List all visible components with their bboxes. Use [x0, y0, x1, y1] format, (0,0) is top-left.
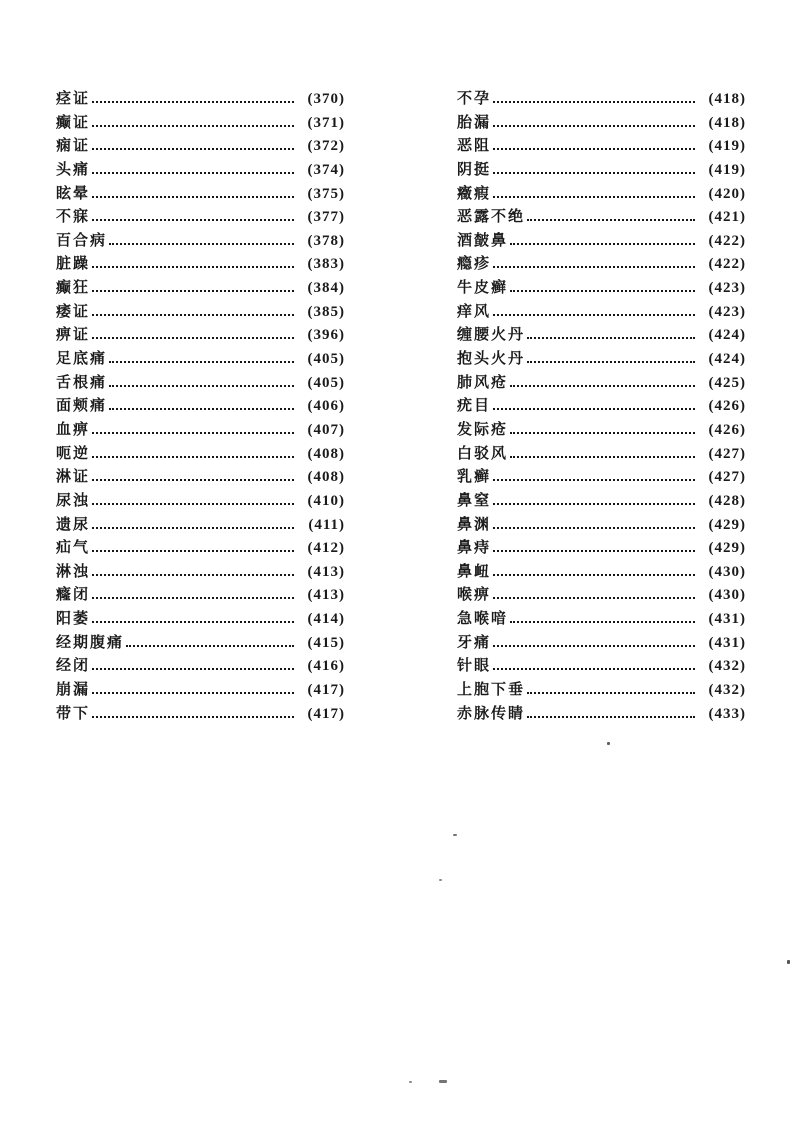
- toc-entry: [457, 372, 746, 396]
- entry-page-number: (408): [307, 445, 345, 462]
- entry-page-number: (424): [708, 327, 746, 344]
- entry-title: 鼻衄: [457, 563, 492, 580]
- entry-title: 阴挺: [457, 161, 492, 178]
- entry-page-number: (429): [708, 540, 746, 557]
- dot-leader: [92, 596, 294, 599]
- entry-title: 疣目: [457, 398, 492, 415]
- toc-entry: [56, 655, 345, 679]
- entry-page-number: (433): [708, 705, 746, 722]
- dot-leader: [493, 195, 695, 198]
- entry-page-number: (396): [307, 327, 345, 344]
- toc-entry: [457, 514, 746, 538]
- toc-column-left: [56, 88, 345, 726]
- dot-leader: [493, 526, 695, 529]
- toc-entry: [457, 443, 746, 467]
- entry-title: 赤脉传睛: [457, 705, 526, 722]
- toc-entry: [56, 584, 345, 608]
- entry-page-number: (384): [307, 280, 345, 297]
- entry-page-number: (414): [307, 611, 345, 628]
- entry-title: 瘾疹: [457, 256, 492, 273]
- entry-page-number: (427): [708, 469, 746, 486]
- entry-title: 血痹: [56, 421, 91, 438]
- dot-leader: [493, 124, 695, 127]
- toc-entry: [56, 466, 345, 490]
- entry-page-number: (431): [708, 634, 746, 651]
- entry-page-number: (383): [307, 256, 345, 273]
- dot-leader: [109, 242, 294, 245]
- entry-title: 牛皮癣: [457, 280, 509, 297]
- toc-entry: [56, 112, 345, 136]
- dot-leader: [510, 431, 695, 434]
- entry-title: 痹证: [56, 327, 91, 344]
- dot-leader: [510, 242, 695, 245]
- toc-entry: [56, 703, 345, 727]
- dot-leader: [493, 667, 695, 670]
- scan-speck: [439, 879, 442, 881]
- entry-page-number: (370): [307, 91, 345, 107]
- entry-page-number: (412): [307, 540, 345, 557]
- dot-leader: [493, 265, 695, 268]
- toc-entry: [457, 230, 746, 254]
- entry-title: 带下: [56, 705, 91, 722]
- toc-entry: [457, 608, 746, 632]
- toc-entry: [56, 419, 345, 443]
- toc-entry: [56, 206, 345, 230]
- toc-entry: [457, 88, 746, 112]
- entry-page-number: (422): [708, 256, 746, 273]
- toc-entry: [457, 655, 746, 679]
- entry-page-number: (413): [307, 587, 345, 604]
- entry-page-number: (374): [307, 161, 345, 178]
- entry-page-number: (407): [307, 421, 345, 438]
- dot-leader: [109, 407, 294, 410]
- scan-speck: [607, 742, 610, 745]
- entry-title: 痒风: [457, 303, 492, 320]
- toc-entry: [457, 584, 746, 608]
- entry-title: 肺风疮: [457, 374, 509, 391]
- entry-title: 痿证: [56, 303, 91, 320]
- entry-title: 抱头火丹: [457, 351, 526, 368]
- dot-leader: [527, 218, 695, 221]
- entry-page-number: (430): [708, 587, 746, 604]
- entry-page-number: (418): [708, 114, 746, 131]
- dot-leader: [510, 620, 695, 623]
- entry-page-number: (377): [307, 209, 345, 226]
- toc-entry: [56, 301, 345, 325]
- entry-title: 鼻渊: [457, 516, 492, 533]
- entry-page-number: (419): [708, 138, 746, 155]
- entry-page-number: (429): [708, 516, 746, 533]
- entry-title: 经期腹痛: [56, 634, 125, 651]
- toc-entry: [457, 112, 746, 136]
- entry-title: 崩漏: [56, 682, 91, 699]
- dot-leader: [493, 171, 695, 174]
- toc-entry: [56, 395, 345, 419]
- dot-leader: [92, 431, 294, 434]
- dot-leader: [92, 715, 294, 718]
- dot-leader: [493, 596, 695, 599]
- toc-entry: [56, 348, 345, 372]
- dot-leader: [126, 644, 294, 647]
- toc-entry: [457, 679, 746, 703]
- toc-entry: [56, 88, 345, 112]
- entry-page-number: (423): [708, 280, 746, 297]
- dot-leader: [92, 478, 294, 481]
- dot-leader: [493, 644, 695, 647]
- scan-speck: [439, 1080, 447, 1083]
- entry-page-number: (431): [708, 611, 746, 628]
- entry-page-number: (408): [307, 469, 345, 486]
- entry-title: 急喉喑: [457, 611, 509, 628]
- entry-page-number: (413): [307, 563, 345, 580]
- entry-title: 脏躁: [56, 256, 91, 273]
- toc-entry: [457, 183, 746, 207]
- scan-speck: [65, 93, 67, 95]
- entry-title: 尿浊: [56, 492, 91, 509]
- dot-leader: [527, 715, 695, 718]
- toc-entry: [56, 679, 345, 703]
- dot-leader: [493, 100, 695, 103]
- scan-speck: [409, 1081, 412, 1083]
- entry-page-number: (411): [308, 516, 345, 533]
- dot-leader: [92, 195, 294, 198]
- entry-page-number: (427): [708, 445, 746, 462]
- entry-page-number: (419): [708, 161, 746, 178]
- entry-page-number: (426): [708, 398, 746, 415]
- entry-title: 经闭: [56, 658, 91, 675]
- dot-leader: [493, 549, 695, 552]
- toc-entry: [457, 135, 746, 159]
- entry-page-number: (372): [307, 138, 345, 155]
- dot-leader: [493, 147, 695, 150]
- dot-leader: [493, 502, 695, 505]
- entry-title: 针眼: [457, 658, 492, 675]
- entry-page-number: (432): [708, 658, 746, 675]
- toc-entry: [457, 301, 746, 325]
- entry-title: 眩晕: [56, 185, 91, 202]
- entry-page-number: (416): [307, 658, 345, 675]
- entry-page-number: (423): [708, 303, 746, 320]
- entry-page-number: (424): [708, 351, 746, 368]
- toc-entry: [56, 608, 345, 632]
- scan-speck: [453, 834, 457, 836]
- dot-leader: [493, 478, 695, 481]
- toc-entry: [56, 277, 345, 301]
- toc-entry: [56, 632, 345, 656]
- dot-leader: [92, 336, 294, 339]
- toc-entry: [457, 159, 746, 183]
- entry-page-number: (432): [708, 682, 746, 699]
- entry-title: 淋证: [56, 469, 91, 486]
- toc-entry: [56, 514, 345, 538]
- entry-title: 阳萎: [56, 611, 91, 628]
- entry-title: 癃闭: [56, 587, 91, 604]
- dot-leader: [92, 265, 294, 268]
- entry-title: 鼻痔: [457, 540, 492, 557]
- entry-title: 不寐: [56, 209, 91, 226]
- scan-speck: [787, 960, 790, 964]
- toc-entry: [56, 135, 345, 159]
- dot-leader: [92, 691, 294, 694]
- dot-leader: [510, 289, 695, 292]
- dot-leader: [92, 100, 294, 103]
- dot-leader: [92, 455, 294, 458]
- entry-title: 不孕: [457, 91, 492, 107]
- entry-title: 上胞下垂: [457, 682, 526, 699]
- toc-entry: [457, 561, 746, 585]
- entry-page-number: (371): [307, 114, 345, 131]
- entry-title: 足底痛: [56, 351, 108, 368]
- dot-leader: [527, 691, 695, 694]
- dot-leader: [92, 667, 294, 670]
- toc-entry: [457, 206, 746, 230]
- toc-entry: [56, 443, 345, 467]
- entry-title: 酒皶鼻: [457, 232, 509, 249]
- dot-leader: [510, 455, 695, 458]
- entry-title: 白驳风: [457, 445, 509, 462]
- dot-leader: [92, 289, 294, 292]
- toc-entry: [56, 490, 345, 514]
- toc-entry: [457, 632, 746, 656]
- entry-page-number: (430): [708, 563, 746, 580]
- entry-title: 癫证: [56, 114, 91, 131]
- dot-leader: [92, 171, 294, 174]
- toc-entry: [56, 372, 345, 396]
- dot-leader: [92, 313, 294, 316]
- toc-entry: [56, 183, 345, 207]
- toc-entry: [457, 419, 746, 443]
- entry-page-number: (415): [307, 634, 345, 651]
- entry-title: 痉证: [56, 91, 91, 107]
- entry-page-number: (420): [708, 185, 746, 202]
- entry-title: 胎漏: [457, 114, 492, 131]
- entry-title: 遗尿: [56, 516, 91, 533]
- entry-title: 缠腰火丹: [457, 327, 526, 344]
- dot-leader: [493, 313, 695, 316]
- toc-entry: [457, 466, 746, 490]
- toc-entry: [56, 253, 345, 277]
- entry-page-number: (418): [708, 91, 746, 107]
- entry-page-number: (406): [307, 398, 345, 415]
- entry-page-number: (378): [307, 232, 345, 249]
- entry-title: 面颊痛: [56, 398, 108, 415]
- toc-entry: [457, 490, 746, 514]
- toc-entry: [457, 537, 746, 561]
- dot-leader: [92, 147, 294, 150]
- dot-leader: [92, 620, 294, 623]
- toc-entry: [457, 277, 746, 301]
- dot-leader: [493, 407, 695, 410]
- entry-title: 癥瘕: [457, 185, 492, 202]
- toc-entry: [56, 230, 345, 254]
- dot-leader: [92, 124, 294, 127]
- dot-leader: [92, 502, 294, 505]
- entry-title: 百合病: [56, 232, 108, 249]
- toc-entry: [457, 395, 746, 419]
- toc-entry: [457, 703, 746, 727]
- entry-title: 头痛: [56, 161, 91, 178]
- dot-leader: [109, 384, 294, 387]
- entry-page-number: (417): [307, 682, 345, 699]
- dot-leader: [92, 549, 294, 552]
- dot-leader: [109, 360, 294, 363]
- entry-title: 恶露不绝: [457, 209, 526, 226]
- entry-page-number: (422): [708, 232, 746, 249]
- entry-page-number: (385): [307, 303, 345, 320]
- toc-entry: [56, 324, 345, 348]
- dot-leader: [92, 526, 294, 529]
- dot-leader: [493, 573, 695, 576]
- entry-title: 鼻窒: [457, 492, 492, 509]
- entry-title: 淋浊: [56, 563, 91, 580]
- entry-title: 疝气: [56, 540, 91, 557]
- dot-leader: [527, 336, 695, 339]
- entry-title: 呃逆: [56, 445, 91, 462]
- entry-title: 喉痹: [457, 587, 492, 604]
- entry-title: 恶阻: [457, 138, 492, 155]
- toc-entry: [56, 159, 345, 183]
- toc-entry: [457, 253, 746, 277]
- dot-leader: [92, 573, 294, 576]
- entry-page-number: (421): [708, 209, 746, 226]
- toc-entry: [56, 537, 345, 561]
- entry-page-number: (405): [307, 374, 345, 391]
- entry-page-number: (417): [307, 705, 345, 722]
- toc-entry: [457, 324, 746, 348]
- dot-leader: [527, 360, 695, 363]
- entry-page-number: (410): [307, 492, 345, 509]
- dot-leader: [92, 218, 294, 221]
- toc-entry: [457, 348, 746, 372]
- toc-column-right: [457, 88, 746, 726]
- entry-title: 牙痛: [457, 634, 492, 651]
- entry-page-number: (425): [708, 374, 746, 391]
- entry-page-number: (428): [708, 492, 746, 509]
- toc-columns: [56, 88, 746, 726]
- entry-title: 癫狂: [56, 280, 91, 297]
- entry-page-number: (426): [708, 421, 746, 438]
- toc-entry: [56, 561, 345, 585]
- dot-leader: [510, 384, 695, 387]
- entry-title: 乳癣: [457, 469, 492, 486]
- entry-title: 舌根痛: [56, 374, 108, 391]
- entry-page-number: (375): [307, 185, 345, 202]
- entry-title: 痫证: [56, 138, 91, 155]
- entry-title: 发际疮: [457, 421, 509, 438]
- entry-page-number: (405): [307, 351, 345, 368]
